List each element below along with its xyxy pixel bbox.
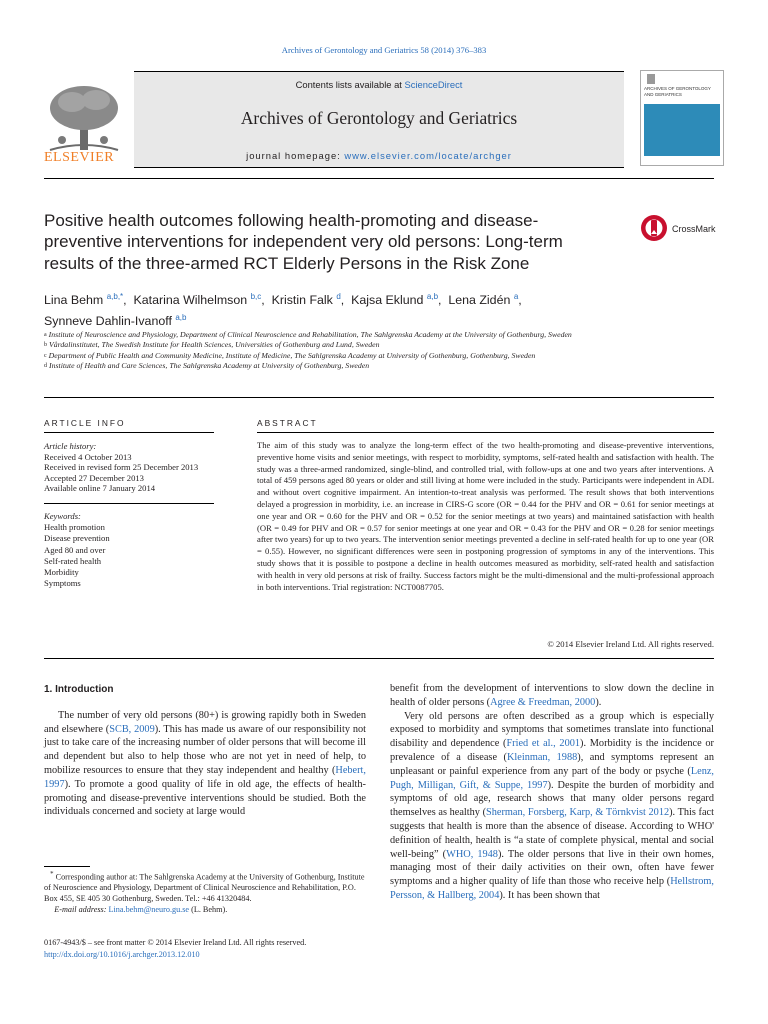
keyword: Self-rated health: [44, 555, 102, 566]
affiliation-label: d: [44, 363, 47, 370]
keywords: [44, 511, 224, 589]
title-line: preventive interventions for independent very old persons: Long-term: [44, 232, 563, 252]
body-paragraph: The number of very old persons (80+) is growing rapidly both in Sweden and elsewhere (SCB, 2009). This has made us aware of our responsibility not just to take care of the increasing number of older persons that will become ill and dependent but also to help those who are not yet in need of help, to mobilize resources to ensure that they stay independent and healthy (Hebert, 1997). To promote a good quality of life in old age, the effects of health-promoting and disease-preventive interventions should be studied. Both the individuals concerned and society at large would: [44, 709, 366, 818]
keyword: Morbidity: [44, 567, 79, 578]
affiliation-list: [44, 330, 634, 372]
body-paragraph: benefit from the development of interventions to slow down the decline in health of older persons (Agree & Freedman, 2000).: [390, 683, 714, 708]
affiliation-text: Institute of Neuroscience and Physiology, Department of Clinical Neuroscience and Rehabilitation, The Sahlgrenska Academy at the University of Gothenburg, Sweden: [48, 330, 572, 339]
affiliation-text: Vårdalinstitutet, The Swedish Institute for Health Sciences, Universities of Gothenburg and Lund, Sweden: [49, 340, 380, 350]
history-item: Available online 7 January 2014: [44, 483, 156, 494]
cover-title: ARCHIVES OF GERONTOLOGY AND GERIATRICS: [644, 86, 711, 97]
title-line: results of the three-armed RCT Elderly Persons in the Risk Zone: [44, 253, 530, 273]
homepage-link[interactable]: www.elsevier.com/locate/archger: [344, 150, 512, 161]
contents-line: [134, 79, 624, 90]
article-info-rule: [44, 432, 214, 433]
abstract-copyright: © 2014 Elsevier Ireland Ltd. All rights reserved.: [547, 639, 714, 649]
affiliation: [44, 351, 634, 361]
journal-homepage: [134, 150, 624, 161]
footnote-text: Corresponding author at: The Sahlgrenska Academy at the University of Gothenburg, Institute of Neuroscience and Physiology, Department of Clinical Neuroscience and Rehabilitation, P.O. Box 455, SE 405 30 Gothenburg, Sweden. Tel.: +46 41320484.: [44, 872, 365, 903]
elsevier-wordmark: ELSEVIER: [44, 150, 115, 165]
body-paragraph: Very old persons are often described as a group which is especially exposed to morbidity and symptoms that sometimes translate into functional disability and dependence (Fried et al., 2001). Morbidity is the incidence or prevalence of a disease (Kleinman, 1988), and symptoms represent an unpleasant or painful experience from any part of the body or psyche (Lenz, Pugh, Milligan, Gift, & Suppe, 1997). Despite the burden of morbidity and symptoms of old age, research shows that many older persons regard themselves as healthy (Sherman, Forsberg, Karp, & Törnkvist 2012). This fact suggests that health is more than the absence of disease. According to WHO' definition of health, health is “a state of complete physical, mental and social well-being” (WHO, 1948). The older persons that live in their own homes, managing most of their daily activities on their own, often have fewer symptoms and a higher quality of life than those who receive help (Hellstrom, Persson, & Hallberg, 2004). It has been shown that: [390, 710, 714, 901]
email-suffix: (L. Behm).: [189, 904, 228, 914]
doi-link[interactable]: http://dx.doi.org/10.1016/j.archger.2013.12.010: [44, 950, 200, 959]
affiliation-label: a: [44, 332, 47, 338]
author-list: Lina Behm $^{a,b,*}$, Katarina Wilhelmson $^{b,c}$, Kristin Falk $^d$, Kajsa Eklund $^{a,b}$, Lena Zidén $^a$, Synneve Dahlin-Ivanoff $^{a,b}$: [44, 292, 522, 329]
author-name[interactable]: Lina Behm: [44, 293, 104, 308]
author-affiliation-mark[interactable]: d: [336, 292, 341, 301]
footnote-rule: [44, 866, 90, 867]
keyword: Disease prevention: [44, 533, 110, 544]
title-line: Positive health outcomes following health-promoting and disease-: [44, 211, 539, 230]
affiliation: [44, 340, 634, 350]
affiliation-text: Department of Public Health and Community Medicine, Institute of Medicine, The Sahlgrenska Academy at University of Gothenburg, Gothenburg, Sweden: [48, 350, 536, 360]
citation-link[interactable]: Sherman, Forsberg, Karp, & Törnkvist 2012: [486, 807, 670, 819]
cover-image: [644, 104, 720, 156]
keyword: Health promotion: [44, 522, 105, 533]
front-matter-text: 0167-4943/$ – see front matter © 2014 Elsevier Ireland Ltd. All rights reserved.: [44, 938, 307, 947]
author-affiliation-mark[interactable]: a: [513, 292, 519, 301]
keyword: Symptoms: [44, 578, 81, 589]
footnote-star: *: [50, 871, 54, 878]
header-divider: [44, 178, 714, 179]
body-right-column: [390, 682, 714, 903]
citation-link[interactable]: Lenz, Pugh, Milligan, Gift, & Suppe, 1997: [390, 765, 714, 791]
author-name[interactable]: Kajsa Eklund: [351, 293, 424, 308]
keyword: Aged 80 and over: [44, 544, 106, 555]
author-name[interactable]: Synneve Dahlin-Ivanoff: [44, 314, 172, 329]
author-affiliation-mark[interactable]: a,b: [426, 292, 439, 301]
author-affiliation-mark[interactable]: b,c: [250, 292, 262, 301]
history-item: Received 4 October 2013: [44, 451, 132, 462]
affiliation: [44, 361, 634, 371]
history-item: Received in revised form 25 December 2013: [44, 462, 199, 473]
citation-link[interactable]: Fried et al., 2001: [506, 738, 581, 750]
sciencedirect-link[interactable]: ScienceDirect: [404, 79, 463, 90]
author-affiliation-mark[interactable]: a,b: [175, 313, 187, 323]
abstract-heading: ABSTRACT: [257, 418, 318, 428]
citation-link[interactable]: SCB, 2009: [109, 723, 155, 735]
contents-prefix: Contents lists available at: [295, 79, 405, 90]
front-matter: [44, 937, 374, 961]
citation-link[interactable]: Agree & Freedman, 2000: [490, 696, 596, 708]
keywords-rule: [44, 503, 214, 504]
affiliation-label: b: [44, 342, 47, 349]
section-heading: 1. Introduction: [44, 684, 114, 695]
abstract-text: The aim of this study was to analyze the long-term effect of the two health-promoting and disease-preventive interventions, preventive home visits and senior meetings, with respect to morbidity, symptoms, self-rated health and satisfaction with health. The study was a three-armed randomized, single-blind, and controlled trial, with follow-ups at one and two years after interventions. A total of 459 persons aged 80 years or older and still living at home were included in the study. Participants were independent in ADL and without overt cognitive impairment. An intention-to-treat analysis was performed. The result shows that both interventions delayed a progression in morbidity, i.e. an increase in CIRS-G score (OR = 0.44 for the PHV and OR = 0.61 for senior meetings at one year and OR = 0.60 for the PHV and OR = 0.52 for the senior meetings at two years) and maintained satisfaction with health (OR = 0.49 for PHV and OR = 0.57 for senior meetings at one year and OR = 0.43 for the PHV and OR = 0.28 for senior meetings after two years) for up to two years. The intervention senior meetings prevented a decline in self-rated health for up to one year (OR = 0.55). However, no significant differences were seen in postponing progression of symptoms in any of the interventions. This study shows that it is possible to postpone a decline in health outcomes measured as morbidity, self-rated health and satisfaction with health in very old persons at risk of frailty. Success factors might be the multi-dimensional and the multi-professional approach in both interventions. Trial registration: NCT0087705.: [257, 440, 714, 592]
affiliation: [44, 330, 634, 340]
author-name[interactable]: Katarina Wilhelmson: [133, 293, 248, 308]
citation-link[interactable]: WHO, 1948: [446, 848, 498, 860]
abstract-rule: [257, 432, 714, 433]
homepage-prefix: journal homepage:: [246, 150, 345, 161]
article-history: [44, 441, 224, 494]
body-left-column: [44, 683, 366, 819]
citation-link[interactable]: Hebert, 1997: [44, 764, 366, 790]
author-name[interactable]: Kristin Falk: [271, 293, 333, 308]
keywords-label: Keywords:: [44, 511, 81, 521]
crossmark-icon[interactable]: [640, 214, 668, 242]
journal-title: Archives of Gerontology and Geriatrics: [240, 108, 518, 128]
corresponding-author-footnote: [44, 870, 366, 915]
journal-reference-link[interactable]: Archives of Gerontology and Geriatrics 58 (2014) 376–383: [281, 45, 487, 55]
affiliation-text: Institute of Health and Care Sciences, The Sahlgrenska Academy at University of Gothenburg, Sweden: [49, 361, 370, 371]
author-affiliation-mark[interactable]: a,b,*: [106, 292, 124, 301]
cover-logo-icon: [647, 74, 655, 84]
abstract-divider: [44, 658, 714, 659]
citation-link[interactable]: Kleinman, 1988: [506, 751, 578, 763]
article-title: [44, 210, 624, 274]
author-name[interactable]: Lena Zidén: [448, 293, 511, 308]
history-item: Accepted 27 December 2013: [44, 472, 144, 483]
history-label: Article history:: [44, 441, 97, 451]
citation-link[interactable]: Hellstrom, Persson, & Hallberg, 2004: [390, 876, 714, 901]
affiliation-label: c: [44, 352, 47, 359]
affiliation-divider: [44, 397, 714, 398]
author-email-link[interactable]: Lina.behm@neuro.gu.se: [108, 904, 190, 914]
crossmark-label[interactable]: CrossMark: [672, 224, 716, 234]
article-info-heading: ARTICLE INFO: [44, 418, 126, 428]
email-label: E-mail address:: [54, 904, 107, 914]
